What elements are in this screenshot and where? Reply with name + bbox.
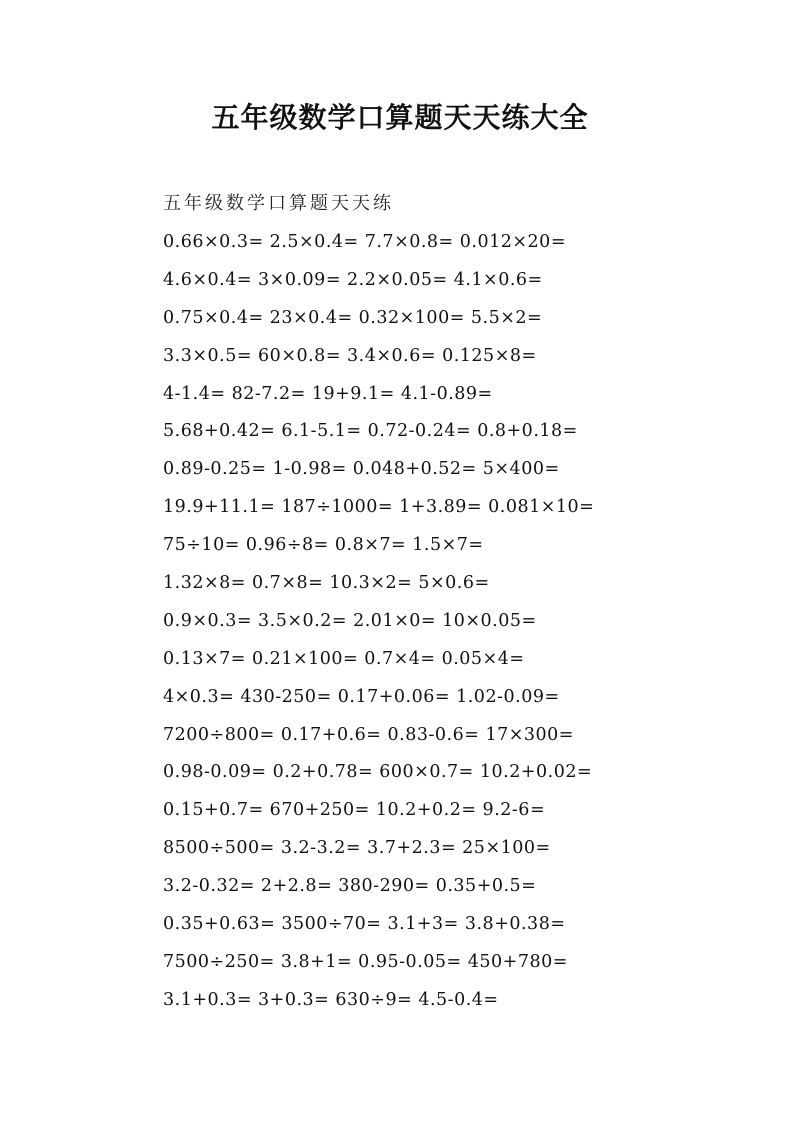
problem-row: 0.89-0.25= 1-0.98= 0.048+0.52= 5×400=: [163, 459, 560, 480]
problem-row: 5.68+0.42= 6.1-5.1= 0.72-0.24= 0.8+0.18=: [163, 421, 578, 442]
problem-row: 1.32×8= 0.7×8= 10.3×2= 5×0.6=: [163, 573, 490, 594]
problem-row: 0.15+0.7= 670+250= 10.2+0.2= 9.2-6=: [163, 800, 546, 821]
problem-row: 8500÷500= 3.2-3.2= 3.7+2.3= 25×100=: [163, 838, 551, 859]
problem-row: 4.6×0.4= 3×0.09= 2.2×0.05= 4.1×0.6=: [163, 269, 543, 290]
problem-row: 3.3×0.5= 60×0.8= 3.4×0.6= 0.125×8=: [163, 345, 537, 366]
problem-row: 0.98-0.09= 0.2+0.78= 600×0.7= 10.2+0.02=: [163, 762, 593, 783]
problem-row: 3.2-0.32= 2+2.8= 380-290= 0.35+0.5=: [163, 876, 537, 897]
problem-row: 0.35+0.63= 3500÷70= 3.1+3= 3.8+0.38=: [163, 914, 566, 935]
problem-row: 0.9×0.3= 3.5×0.2= 2.01×0= 10×0.05=: [163, 610, 537, 631]
problem-list: [163, 226, 763, 1022]
problem-row: 19.9+11.1= 187÷1000= 1+3.89= 0.081×10=: [163, 497, 595, 518]
problem-row: 0.13×7= 0.21×100= 0.7×4= 0.05×4=: [163, 648, 525, 669]
problem-row: 0.75×0.4= 23×0.4= 0.32×100= 5.5×2=: [163, 307, 543, 328]
problem-row: 3.1+0.3= 3+0.3= 630÷9= 4.5-0.4=: [163, 989, 499, 1010]
problem-row: 7200÷800= 0.17+0.6= 0.83-0.6= 17×300=: [163, 724, 574, 745]
problem-row: 4×0.3= 430-250= 0.17+0.06= 1.02-0.09=: [163, 686, 560, 707]
problem-row: 75÷10= 0.96÷8= 0.8×7= 1.5×7=: [163, 535, 484, 556]
problem-row: 7500÷250= 3.8+1= 0.95-0.05= 450+780=: [163, 951, 568, 972]
problem-row: 4-1.4= 82-7.2= 19+9.1= 4.1-0.89=: [163, 383, 493, 404]
problem-row: 0.66×0.3= 2.5×0.4= 7.7×0.8= 0.012×20=: [163, 232, 566, 252]
document-subtitle: 五年级数学口算题天天练: [163, 193, 394, 214]
document-title: 五年级数学口算题天天练大全: [211, 101, 589, 134]
